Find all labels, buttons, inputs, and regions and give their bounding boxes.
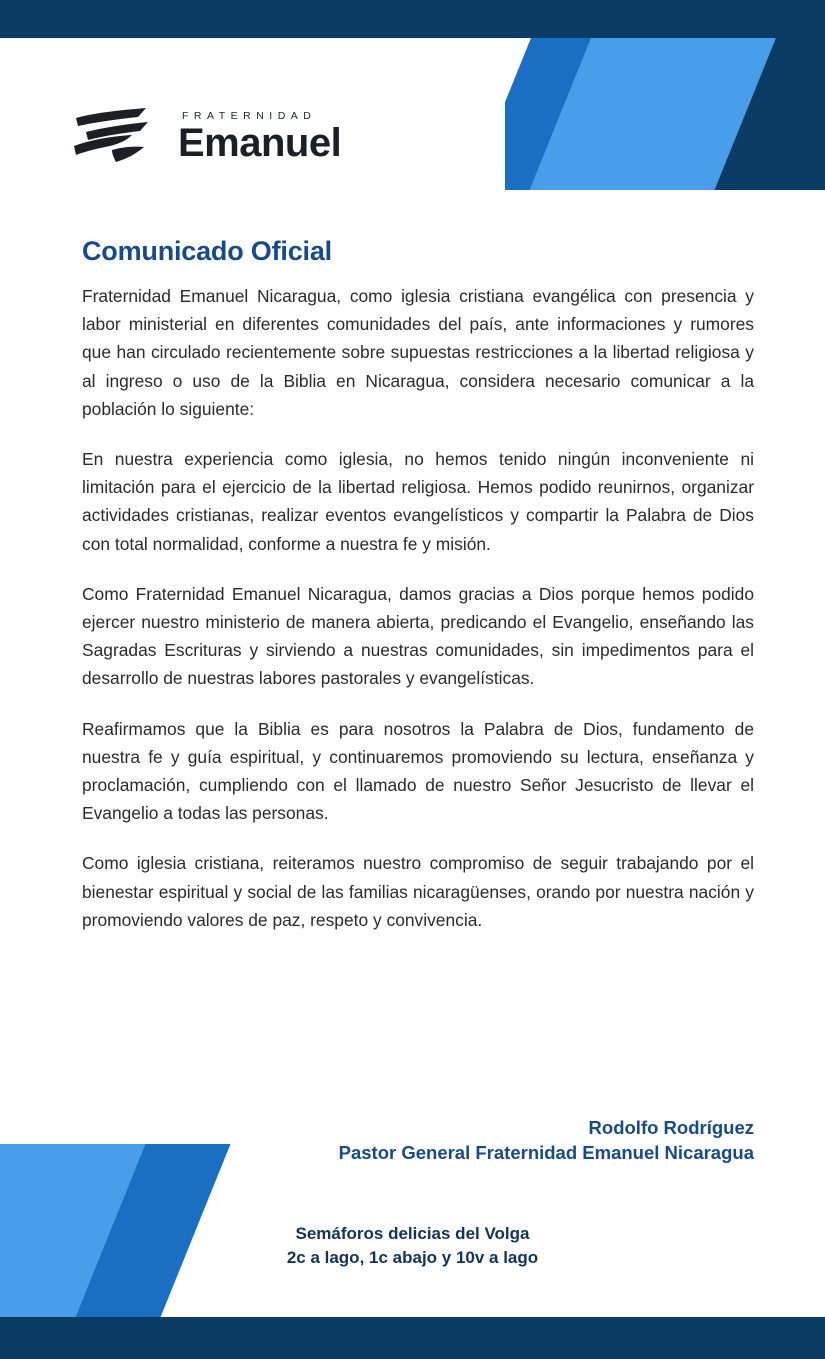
paragraph-1: Fraternidad Emanuel Nicaragua, como iglesia cristiana evangélica con presencia y labor ministerial en diferentes comunidades del país, ante informaciones y rumores que han circulado recientemente sobre supuestas restricciones a la libertad religiosa y al ingreso o uso de la Biblia en Nicaragua, considera necesario comunicar a la población lo siguiente: [82,286,754,419]
emanuel-eagle-logo-icon [72,108,168,166]
signature-name: Rodolfo Rodríguez [588,1117,754,1138]
signature-block [82,1115,754,1165]
signature-role: Pastor General Fraternidad Emanuel Nicaragua [338,1142,754,1163]
paragraph-5: Como iglesia cristiana, reiteramos nuestro compromiso de seguir trabajando por el bienestar espiritual y social de las familias nicaragüenses, orando por nuestra nación y promoviendo valores de paz, respeto y convivencia. [82,853,754,930]
communique-body [82,282,754,934]
address-line-2: 2c a lago, 1c abajo y 10v a lago [286,1248,539,1267]
paragraph-4: Reafirmamos que la Biblia es para nosotros la Palabra de Dios, fundamento de nuestra fe y guía espiritual, y continuaremos promoviendo su lectura, enseñanza y proclamación, cumpliendo con el llamado de nuestro Señor Jesucristo de llevar el Evangelio a todas las personas. [82,718,754,824]
logo-word: Emanuel [178,121,342,166]
logo-wordmark [178,111,341,164]
address-line-1: Semáforos delicias del Volga [295,1224,530,1243]
page-title: Comunicado Oficial [82,236,332,267]
paragraph-3: Como Fraternidad Emanuel Nicaragua, damos gracias a Dios porque hemos podido ejercer nuestro ministerio de manera abierta, predicando el Evangelio, enseñando las Sagradas Escrituras y sirviendo a nuestras comunidades, sin impedimentos para el desarrollo de nuestras labores pastorales y evangelísticas. [82,583,754,689]
brand-logo [72,108,341,166]
address-block [0,1222,825,1270]
paragraph-2: En nuestra experiencia como iglesia, no hemos tenido ningún inconveniente ni limitación para el ejercicio de la libertad religiosa. Hemos podido reunirnos, organizar actividades cristianas, realizar eventos evangelísticos y compartir la Palabra de Dios con total normalidad, conforme a nuestra fe y misión. [82,449,754,554]
logo-kicker: FRATERNIDAD [182,109,317,122]
